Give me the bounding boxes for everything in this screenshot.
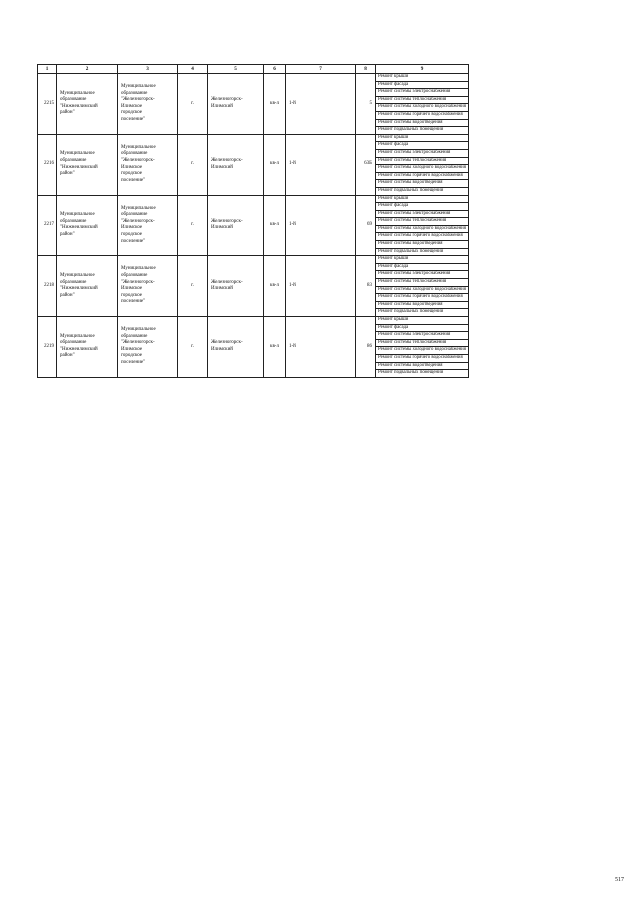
district-cell-line: образование — [60, 279, 87, 285]
table-row — [38, 134, 469, 195]
work-item: Ремонт системы водоотведения — [376, 180, 468, 188]
district-cell-line: Муниципальное — [60, 272, 95, 278]
col-header: 1 — [38, 65, 57, 74]
street-type-cell: кв-л — [264, 74, 286, 135]
house-number-cell: 86 — [356, 317, 376, 378]
work-item: Ремонт системы холодного водоснабжения — [376, 347, 468, 355]
works-cell — [376, 74, 469, 135]
settlement-cell — [118, 256, 178, 317]
settlement-cell-line: поселение" — [121, 299, 146, 305]
settlement-cell-line: образование — [121, 333, 148, 339]
settlement-cell-line: городское — [121, 353, 143, 359]
work-item: Ремонт системы теплоснабжения — [376, 218, 468, 226]
col-header: 2 — [57, 65, 118, 74]
col-header: 3 — [118, 65, 178, 74]
settlement-cell-line: образование — [121, 272, 148, 278]
city-cell-line: Железногорск- — [211, 340, 243, 346]
row-id: 2218 — [38, 256, 57, 317]
street-cell: 1-й — [286, 256, 356, 317]
work-item: Ремонт системы электроснабжения — [376, 271, 468, 279]
settlement-cell-line: городское — [121, 171, 143, 177]
work-item: Ремонт фасада — [376, 264, 468, 272]
settlement-cell-line: Илимское — [121, 225, 143, 231]
street-type-cell: кв-л — [264, 134, 286, 195]
work-item: Ремонт системы электроснабжения — [376, 332, 468, 340]
street-type-cell: кв-л — [264, 195, 286, 256]
work-item: Ремонт системы теплоснабжения — [376, 97, 468, 105]
city-cell — [208, 74, 264, 135]
locality-type-cell: г. — [178, 74, 208, 135]
work-item: Ремонт крыши — [376, 317, 468, 325]
city-cell-line: Илимский — [211, 346, 233, 352]
district-cell-line: Муниципальное — [60, 212, 95, 218]
row-id: 2219 — [38, 317, 57, 378]
street-cell: 1-й — [286, 134, 356, 195]
settlement-cell-line: Муниципальное — [121, 266, 156, 272]
work-item: Ремонт системы горячего водоснабжения — [376, 294, 468, 302]
page-number: 517 — [615, 877, 624, 883]
settlement-cell-line: поселение" — [121, 238, 146, 244]
district-cell — [57, 134, 118, 195]
works-cell — [376, 195, 469, 256]
work-item: Ремонт крыши — [376, 256, 468, 264]
settlement-cell-line: городское — [121, 231, 143, 237]
work-item: Ремонт крыши — [376, 196, 468, 204]
city-cell-line: Илимский — [211, 286, 233, 292]
district-cell — [57, 195, 118, 256]
district-cell-line: "Нижнеилимский — [60, 225, 98, 231]
settlement-cell-line: Илимское — [121, 103, 143, 109]
settlement-cell-line: поселение" — [121, 360, 146, 366]
district-cell-line: район" — [60, 110, 75, 116]
locality-type-cell: г. — [178, 134, 208, 195]
settlement-cell-line: городское — [121, 110, 143, 116]
settlement-cell-line: образование — [121, 151, 148, 157]
settlement-cell-line: Муниципальное — [121, 144, 156, 150]
settlement-cell-line: Илимское — [121, 164, 143, 170]
work-item: Ремонт системы горячего водоснабжения — [376, 355, 468, 363]
work-item: Ремонт системы горячего водоснабжения — [376, 233, 468, 241]
settlement-cell-line: "Железногорск- — [121, 340, 155, 346]
work-item: Ремонт системы водоотведения — [376, 302, 468, 310]
row-id: 2215 — [38, 74, 57, 135]
locality-type-cell: г. — [178, 195, 208, 256]
city-cell — [208, 195, 264, 256]
house-number-cell: 69 — [356, 195, 376, 256]
locality-type-cell: г. — [178, 256, 208, 317]
work-item: Ремонт подвальных помещений — [378, 187, 444, 193]
locality-type-cell: г. — [178, 317, 208, 378]
city-cell-line: Железногорск- — [211, 158, 243, 164]
row-id: 2217 — [38, 195, 57, 256]
col-header: 9 — [376, 65, 469, 74]
settlement-cell-line: образование — [121, 212, 148, 218]
works-cell — [376, 317, 469, 378]
district-cell-line: район" — [60, 171, 75, 177]
settlement-cell-line: Муниципальное — [121, 84, 156, 90]
work-item: Ремонт системы теплоснабжения — [376, 158, 468, 166]
col-header: 4 — [178, 65, 208, 74]
district-cell — [57, 317, 118, 378]
house-number-cell: 83 — [356, 256, 376, 317]
work-item: Ремонт подвальных помещений — [378, 248, 444, 254]
street-cell: 1-й — [286, 317, 356, 378]
settlement-cell-line: "Железногорск- — [121, 97, 155, 103]
street-cell: 1-й — [286, 195, 356, 256]
work-item: Ремонт подвальных помещений — [378, 309, 444, 315]
settlement-cell-line: Муниципальное — [121, 327, 156, 333]
work-item: Ремонт системы холодного водоснабжения — [376, 287, 468, 295]
work-item: Ремонт крыши — [376, 135, 468, 143]
work-item: Ремонт системы холодного водоснабжения — [376, 104, 468, 112]
street-cell: 1-й — [286, 74, 356, 135]
city-cell-line: Железногорск- — [211, 218, 243, 224]
row-id: 2216 — [38, 134, 57, 195]
district-cell-line: "Нижнеилимский — [60, 103, 98, 109]
settlement-cell-line: городское — [121, 292, 143, 298]
house-number-cell: 63Б — [356, 134, 376, 195]
district-cell-line: Муниципальное — [60, 333, 95, 339]
district-cell — [57, 256, 118, 317]
district-cell-line: "Нижнеилимский — [60, 286, 98, 292]
city-cell — [208, 317, 264, 378]
district-cell-line: Муниципальное — [60, 90, 95, 96]
work-item: Ремонт подвальных помещений — [378, 127, 444, 133]
col-header: 8 — [356, 65, 376, 74]
work-item: Ремонт фасада — [376, 82, 468, 90]
work-item: Ремонт фасада — [376, 203, 468, 211]
table-row — [38, 256, 469, 317]
work-item: Ремонт системы теплоснабжения — [376, 340, 468, 348]
settlement-cell-line: Илимское — [121, 346, 143, 352]
house-number-cell: 5 — [356, 74, 376, 135]
col-header: 5 — [208, 65, 264, 74]
city-cell-line: Илимский — [211, 103, 233, 109]
settlement-cell — [118, 134, 178, 195]
work-item: Ремонт подвальных помещений — [378, 370, 444, 376]
work-item: Ремонт системы холодного водоснабжения — [376, 165, 468, 173]
works-cell — [376, 256, 469, 317]
work-item: Ремонт системы горячего водоснабжения — [376, 112, 468, 120]
city-cell — [208, 134, 264, 195]
work-item: Ремонт системы водоотведения — [376, 241, 468, 249]
settlement-cell-line: "Железногорск- — [121, 218, 155, 224]
settlement-cell-line: Муниципальное — [121, 205, 156, 211]
work-item: Ремонт системы электроснабжения — [376, 89, 468, 97]
table-row — [38, 317, 469, 378]
district-cell-line: "Нижнеилимский — [60, 164, 98, 170]
city-cell — [208, 256, 264, 317]
register-table — [37, 64, 469, 378]
work-item: Ремонт фасада — [376, 325, 468, 333]
settlement-cell-line: Илимское — [121, 286, 143, 292]
work-item: Ремонт фасада — [376, 142, 468, 150]
work-item: Ремонт крыши — [376, 74, 468, 82]
district-cell-line: район" — [60, 353, 75, 359]
settlement-cell — [118, 74, 178, 135]
settlement-cell — [118, 317, 178, 378]
district-cell-line: образование — [60, 340, 87, 346]
district-cell-line: образование — [60, 218, 87, 224]
work-item: Ремонт системы водоотведения — [376, 363, 468, 371]
col-header: 7 — [286, 65, 356, 74]
district-cell-line: образование — [60, 158, 87, 164]
district-cell — [57, 74, 118, 135]
table-row — [38, 74, 469, 135]
district-cell-line: "Нижнеилимский — [60, 346, 98, 352]
work-item: Ремонт системы водоотведения — [376, 120, 468, 128]
district-cell-line: образование — [60, 97, 87, 103]
header-row — [38, 65, 469, 74]
city-cell-line: Илимский — [211, 225, 233, 231]
city-cell-line: Илимский — [211, 164, 233, 170]
work-item: Ремонт системы горячего водоснабжения — [376, 173, 468, 181]
settlement-cell-line: поселение" — [121, 117, 146, 123]
works-cell — [376, 134, 469, 195]
settlement-cell-line: "Железногорск- — [121, 279, 155, 285]
street-type-cell: кв-л — [264, 256, 286, 317]
work-item: Ремонт системы теплоснабжения — [376, 279, 468, 287]
settlement-cell-line: образование — [121, 90, 148, 96]
district-cell-line: район" — [60, 231, 75, 237]
settlement-cell-line: поселение" — [121, 177, 146, 183]
city-cell-line: Железногорск- — [211, 279, 243, 285]
table-row — [38, 195, 469, 256]
city-cell-line: Железногорск- — [211, 97, 243, 103]
street-type-cell: кв-л — [264, 317, 286, 378]
settlement-cell-line: "Железногорск- — [121, 158, 155, 164]
work-item: Ремонт системы электроснабжения — [376, 150, 468, 158]
col-header: 6 — [264, 65, 286, 74]
district-cell-line: район" — [60, 292, 75, 298]
work-item: Ремонт системы холодного водоснабжения — [376, 226, 468, 234]
district-cell-line: Муниципальное — [60, 151, 95, 157]
settlement-cell — [118, 195, 178, 256]
work-item: Ремонт системы электроснабжения — [376, 211, 468, 219]
